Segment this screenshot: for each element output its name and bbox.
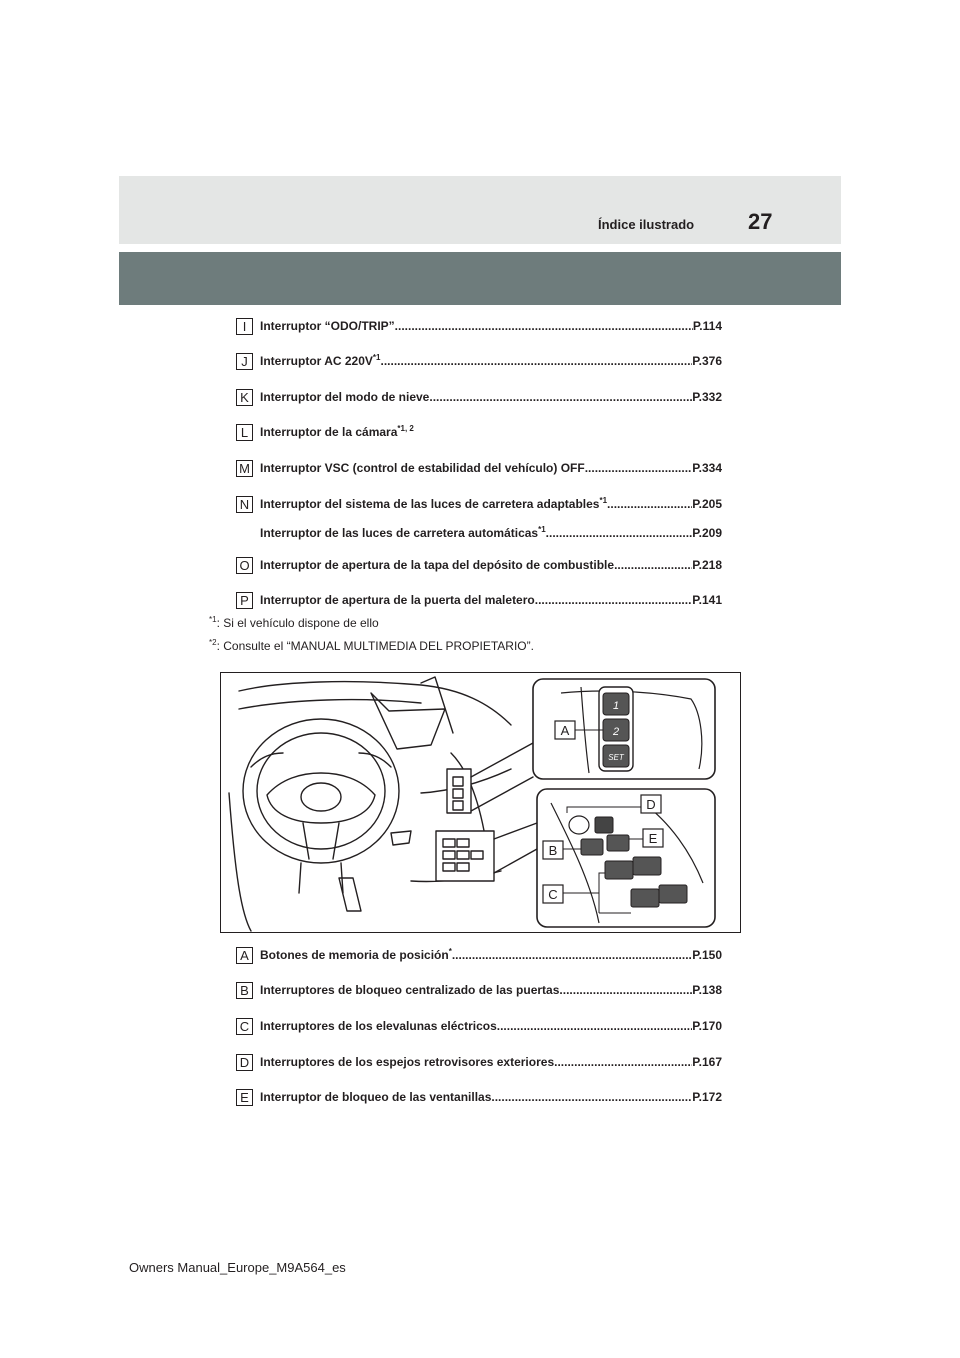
entry-label: Interruptor AC 220V [260, 354, 373, 368]
entry-footnote-mark: *1 [538, 526, 546, 534]
entry-label: Interruptor de la cámara [260, 425, 398, 439]
entry-P[interactable] [236, 592, 722, 610]
footnote-1 [209, 616, 379, 630]
entry-page: P.218 [692, 558, 722, 572]
entry-badge: N [236, 496, 253, 513]
entry-badge: L [236, 424, 253, 441]
footnote-mark: *2 [209, 638, 217, 647]
entry-footnote-mark: *1 [372, 354, 381, 362]
callout-A: A [560, 723, 570, 738]
entry-badge: D [236, 1054, 253, 1071]
entry-page: P.170 [692, 1019, 722, 1033]
entry-badge: O [236, 557, 253, 574]
callout-D: D [646, 797, 656, 812]
entry-page: P.334 [692, 461, 722, 475]
footnote-text: : Consulte el “MANUAL MULTIMEDIA DEL PROPIETARIO”. [216, 639, 534, 653]
entry-label: Interruptor de apertura de la puerta del maletero [260, 593, 535, 607]
entry-badge: I [236, 318, 253, 335]
callout-C: C [548, 887, 558, 902]
entry-I[interactable] [236, 318, 722, 336]
entry-L[interactable] [236, 424, 722, 442]
footnote-2 [209, 639, 534, 653]
entry-badge: M [236, 460, 253, 477]
entry-C[interactable] [236, 1018, 722, 1036]
entry-label: Interruptor “ODO/TRIP” [260, 319, 395, 333]
callout-E: E [648, 831, 658, 846]
memory-button-set: SET [608, 753, 624, 762]
inset-door-switches [537, 789, 715, 927]
entry-page: P.150 [692, 948, 722, 962]
header-band [119, 176, 841, 244]
entry-page: P.172 [692, 1090, 722, 1104]
inset-memory-buttons [533, 679, 715, 779]
entry-label: Interruptor de apertura de la tapa del depósito de combustible [260, 558, 615, 572]
entry-label: Interruptor de bloqueo de las ventanillas [260, 1090, 492, 1104]
entry-badge: E [236, 1089, 253, 1106]
entry-label: Interruptor del modo de nieve [260, 390, 430, 404]
entry-B[interactable] [236, 982, 722, 1000]
section-title: Índice ilustrado [598, 217, 695, 232]
cockpit-drawing [221, 673, 740, 932]
entry-badge: J [236, 353, 253, 370]
entry-badge: A [236, 947, 253, 964]
entry-label: Interruptores de bloqueo centralizado de las puertas [260, 983, 560, 997]
footnote-mark: *1 [209, 615, 217, 624]
entry-label: Interruptor del sistema de las luces de carretera adaptables [260, 497, 600, 511]
entry-page: P.332 [692, 390, 722, 404]
entry-label: Botones de memoria de posición [260, 948, 449, 962]
entry-K[interactable] [236, 389, 722, 407]
memory-button-2: 2 [612, 726, 620, 738]
entry-page: P.167 [692, 1055, 722, 1069]
entry-E[interactable] [236, 1089, 722, 1107]
entry-label: Interruptores de los elevalunas eléctricos [260, 1019, 497, 1033]
entry-O[interactable] [236, 557, 722, 575]
entry-N-sub[interactable] [236, 525, 722, 543]
page-number: 27 [748, 209, 773, 234]
entry-label: Interruptor de las luces de carretera automáticas [260, 526, 539, 540]
entry-page: P.114 [692, 319, 722, 333]
entry-label: Interruptor VSC (control de estabilidad del vehículo) OFF [260, 461, 585, 475]
entry-page: P.209 [692, 526, 722, 540]
entry-A[interactable] [236, 947, 722, 965]
entry-label: Interruptores de los espejos retrovisores exteriores [260, 1055, 555, 1069]
entry-footnote-mark: *1 [599, 497, 608, 505]
entry-footnote-mark: *1, 2 [397, 425, 414, 433]
entry-footnote-mark: * [448, 948, 452, 956]
entry-N[interactable] [236, 496, 722, 514]
memory-button-1: 1 [612, 700, 620, 712]
footer-manual-id: Owners Manual_Europe_M9A564_es [129, 1260, 346, 1275]
entry-badge: B [236, 982, 253, 999]
entry-badge: K [236, 389, 253, 406]
entry-page: P.376 [692, 354, 722, 368]
callout-B: B [548, 843, 558, 858]
entry-badge: P [236, 592, 253, 609]
entry-D[interactable] [236, 1054, 722, 1072]
entry-M[interactable] [236, 460, 722, 478]
entry-page: P.205 [692, 497, 722, 511]
entry-page: P.138 [692, 983, 722, 997]
footnote-text: : Si el vehículo dispone de ello [216, 616, 379, 630]
entry-badge: C [236, 1018, 253, 1035]
entry-J[interactable] [236, 353, 722, 371]
header-dark-band [119, 252, 841, 305]
entry-page: P.141 [692, 593, 722, 607]
cockpit-illustration [220, 672, 741, 933]
